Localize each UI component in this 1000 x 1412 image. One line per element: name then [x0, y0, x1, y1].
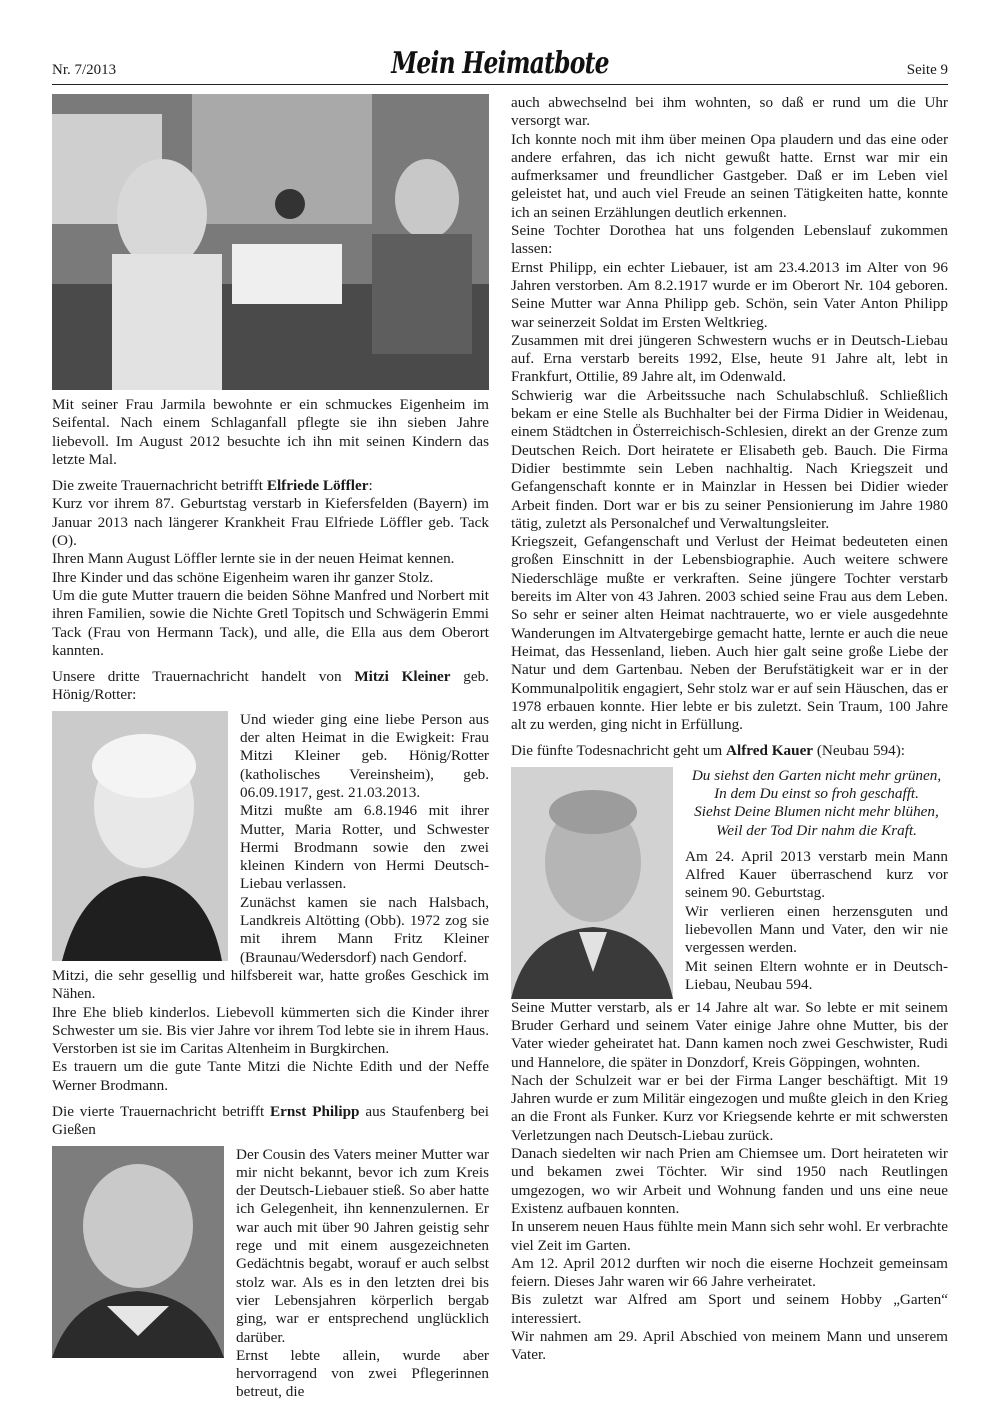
alfred-name: Alfred Kauer [726, 742, 814, 760]
ernst-paragraph-1: Der Cousin des Vaters meiner Mutter war mir nicht bekannt, bevor ich zum Kreis der Deutsch-Liebauer stieß. So aber hatte ich Gelegenheit, ihn kennenzulernen. Er war auch mit über 90 Jahren geistig sehr rege und mit einem ausgezeichneten Gedächtnis begabt, worauf er auch selbst stolz war. Als es in den letzten drei bis vier Lebensjahren körperlich bergab ging, war er entsprechend unglücklich darüber. [236, 1145, 489, 1346]
ernst-name: Ernst Philipp [270, 1102, 360, 1120]
elfriede-intro: Die zweite Trauernachricht betrifft Elfriede Löffler: [52, 477, 373, 495]
alfred-paragraph-4: Seine Mutter verstarb, als er 14 Jahre alt war. So lebte er mit seinem Bruder Gerhard und seinem Vater einige Jahre ohne Mutter, bis der Vater wieder geheiratet hat. Dann kamen noch zwei Geschwister, Rudi und Hannelore, die später in Donzdorf, Kreis Göppingen, wohnten. [511, 998, 948, 1071]
poem-line-3: Siehst Deine Blumen nicht mehr blühen, [694, 803, 939, 821]
alfred-portrait-illustration [511, 767, 673, 999]
ernst-paragraph-2: Ernst lebte allein, wurde aber hervorragend von zwei Pflegerinnen betreut, die [236, 1346, 489, 1401]
ernst-cont-paragraph-3: Seine Tochter Dorothea hat uns folgenden Lebenslauf zukommen lassen: [511, 222, 948, 258]
photo-caption: Mit seiner Frau Jarmila bewohnte er ein schmuckes Eigenheim im Seifental. Nach einem Schlaganfall pflegte sie ihn sieben Jahre liebevoll. Im August 2012 besuchte ich ihn mit seinen Kindern das letzte Mal. [52, 396, 489, 468]
alfred-block [511, 767, 948, 999]
mitzi-paragraph-2: Mitzi mußte am 6.8.1946 mit ihrer Mutter, Maria Rotter, und Schwester Hermi Brodmann sowie den zwei kleinen Kindern von Hermi Deutsch-Liebau verlassen. [240, 802, 489, 893]
mitzi-paragraph-5: Ihre Ehe blieb kinderlos. Liebevoll kümmerten sich die Kinder ihrer Schwester um sie. Bis vier Jahre vor ihrem Tod lebte sie in ihrem Haus. Verstorben ist sie im Caritas Altenheim in Burgkirchen. [52, 1003, 489, 1058]
mitzi-paragraph-1: Und wieder ging eine liebe Person aus der alten Heimat in die Ewigkeit: Frau Mitzi Kleiner geb. Hönig/Rotter (katholisches Vereinsheim), geb. 06.09.1917, gest. 21.03.2013. [240, 710, 489, 801]
ernst-portrait-illustration [52, 1146, 224, 1358]
alfred-paragraph-1: Am 24. April 2013 verstarb mein Mann Alfred Kauer überraschend kurz vor seinem 90. Geburtstag. [685, 847, 948, 902]
issue-number: Nr. 7/2013 [52, 62, 117, 78]
elfriede-name: Elfriede Löffler [266, 477, 369, 495]
mitzi-name: Mitzi Kleiner [354, 668, 451, 686]
ernst-intro: Die vierte Trauernachricht betrifft Ernst Philipp aus Staufenberg bei Gießen [52, 1102, 490, 1139]
poem-line-4: Weil der Tod Dir nahm die Kraft. [716, 821, 917, 839]
alfred-intro: Die fünfte Todesnachricht geht um Alfred Kauer (Neubau 594): [511, 742, 906, 760]
elfriede-paragraph-1: Kurz vor ihrem 87. Geburtstag verstarb in Kiefersfelden (Bayern) im Januar 2013 nach längerer Krankheit Frau Elfriede Löffler geb. Tack (O). [52, 495, 489, 550]
mitzi-portrait [52, 711, 228, 961]
mitzi-paragraph-6: Es trauern um die gute Tante Mitzi die Nichte Edith und der Neffe Werner Brodmann. [52, 1058, 489, 1094]
alfred-paragraph-5: Nach der Schulzeit war er bei der Firma Langer beschäftigt. Mit 19 Jahren wurde er zum Militär eingezogen und mußte gleich in den Krieg an die Front als Funker. Kurz vor Kriegsende kehrte er mit schwersten Verletzungen nach Deutsch-Liebau zurück. [511, 1071, 948, 1144]
ernst-block [52, 1146, 489, 1402]
alfred-paragraph-6: Danach siedelten wir nach Prien am Chiemsee um. Dort heirateten wir und bekamen zwei Töchter. Wir sind 1950 nach Reutlingen umgezogen, wo wir Arbeit und Wohnung fanden und uns eine neue Existenz aufbauen konnten. [511, 1145, 948, 1217]
alfred-paragraph-8: Am 12. April 2012 durften wir noch die eiserne Hochzeit gemeinsam feiern. Dieses Jahr waren wir 66 Jahre verheiratet. [511, 1254, 948, 1291]
ernst-cont-paragraph-2: Ich konnte noch mit ihm über meinen Opa plaudern und das eine oder andere erfahren, das ich nicht gewußt hatte. Ernst war mir ein aufmerksamer und freundlicher Gastgeber. Daß er im Leben viel geleistet hat, und auch viel Freude an seinen Tätigkeiten hatte, konnte ich an seinen Erzählungen deutlich erkennen. [511, 130, 948, 221]
poem-line-1: Du siehst den Garten nicht mehr grünen, [691, 766, 942, 784]
page-header [52, 44, 948, 85]
ernst-cont-paragraph-6: Schwierig war die Arbeitssuche nach Schulabschluß. Schließlich bekam er eine Stelle als Buchhalter bei der Firma Didier in Weidenau, einem Städtchen in Österreichisch-Schlesien, direkt an der Grenze zum Deutschen Reich. Dort heiratete er Elisabeth geb. Bauch. Die Firma Didier bestimmte sein Leben nachhaltig. Nach Kriegszeit und Gefangenschaft konnte er in Mainzlar in Hessen bei Didier wieder Arbeit finden. Dort war er bis zu seiner Pensionierung im Jahre 1980 tätig, zuletzt als Personalchef und Verwaltungsleiter. [511, 386, 948, 532]
elfriede-paragraph-4: Um die gute Mutter trauern die beiden Söhne Manfred und Norbert mit ihren Familien, sowie die Nichte Gretl Topitsch und Schwägerin Emmi Tack (Frau von Hermann Tack), und alle, die Ella aus dem Oberort kannten. [52, 586, 489, 659]
ernst-cont-paragraph-1: auch abwechselnd bei ihm wohnten, so daß er rund um die Uhr versorgt war. [511, 94, 948, 130]
alfred-paragraph-2: Wir verlieren einen herzensguten und liebevollen Mann und Vater, den wir nie vergessen werden. [685, 902, 948, 957]
mitzi-text [240, 711, 489, 967]
page-number: Seite 9 [906, 62, 948, 78]
left-column [52, 94, 489, 1402]
mitzi-intro: Unsere dritte Trauernachricht handelt von Mitzi Kleiner geb. Hönig/Rotter: [52, 668, 489, 704]
poem-line-2: In dem Du einst so froh geschafft. [714, 784, 919, 802]
alfred-portrait [511, 767, 673, 999]
mitzi-paragraph-4: Mitzi, die sehr gesellig und hilfsbereit war, hatte großes Geschick im Nähen. [52, 966, 489, 1003]
mitzi-block [52, 711, 489, 967]
ernst-text [236, 1146, 489, 1402]
alfred-paragraph-9: Bis zuletzt war Alfred am Sport und seinem Hobby „Garten“ interessiert. [511, 1291, 948, 1327]
alfred-paragraph-3: Mit seinen Eltern wohnte er in Deutsch-Liebau, Neubau 594. [685, 957, 948, 993]
ernst-portrait [52, 1146, 224, 1358]
alfred-text [685, 767, 948, 999]
mitzi-paragraph-3: Zunächst kamen sie nach Halsbach, Landkreis Altötting (Obb). 1972 zog sie mit ihrem Mann Fritz Kleiner (Braunau/Wedersdorf) nach Gendorf. [240, 893, 489, 966]
right-column [511, 94, 948, 1365]
couple-photo [52, 94, 489, 390]
masthead-title: Mein Heimatbote [391, 46, 609, 81]
couple-photo-illustration [52, 94, 489, 390]
ernst-cont-paragraph-5: Zusammen mit drei jüngeren Schwestern wuchs er in Deutsch-Liebau auf. Erna verstarb bereits 1992, Else, heute 91 Jahre alt, lebt in Frankfurt, Ottilie, 89 Jahre alt, im Odenwald. [511, 331, 948, 386]
alfred-paragraph-10: Wir nahmen am 29. April Abschied von meinem Mann und unserem Vater. [511, 1328, 948, 1364]
ernst-cont-paragraph-7: Kriegszeit, Gefangenschaft und Verlust der Heimat bedeuteten einen großen Einschnitt in der Lebensbiographie. Auch weitere schwere Niederschläge mußte er verkraften. Seine jüngere Tochter verstarb bereits im Alter von 43 Jahren. 2003 schied seine Frau aus dem Leben. So sehr er seiner alten Heimat nachtrauerte, wo er viele ausgedehnte Wanderungen im Altvatergebirge gemacht hatte, lernte er auch die neue Heimat, das Hessenland, lieben. Auch hier galt seine große Liebe der Natur und dem Gartenbau. Neben der Berufstätigkeit war er in der Kommunalpolitik engagiert, Sehr stolz war er auf sein Häuschen, das er 1978 erbauen konnte. Hier lebte er bis zuletzt. Sein Traum, 100 Jahre alt zu werden, ging nicht in Erfüllung. [511, 533, 948, 734]
elfriede-paragraph-2: Ihren Mann August Löffler lernte sie in der neuen Heimat kennen. [52, 550, 455, 568]
mitzi-portrait-illustration [52, 711, 228, 961]
ernst-cont-paragraph-4: Ernst Philipp, ein echter Liebauer, ist am 23.4.2013 im Alter von 96 Jahren verstorben. Am 8.2.1917 wurde er im Oberort Nr. 104 geboren. Seine Mutter war Anna Philipp geb. Schön, sein Vater Anton Philipp war seinerzeit Soldat im Ersten Weltkrieg. [511, 258, 948, 331]
alfred-paragraph-7: In unserem neuen Haus fühlte mein Mann sich sehr wohl. Er verbrachte viel Zeit im Garten. [511, 1218, 948, 1254]
elfriede-paragraph-3: Ihre Kinder und das schöne Eigenheim waren ihr ganzer Stolz. [52, 568, 434, 586]
